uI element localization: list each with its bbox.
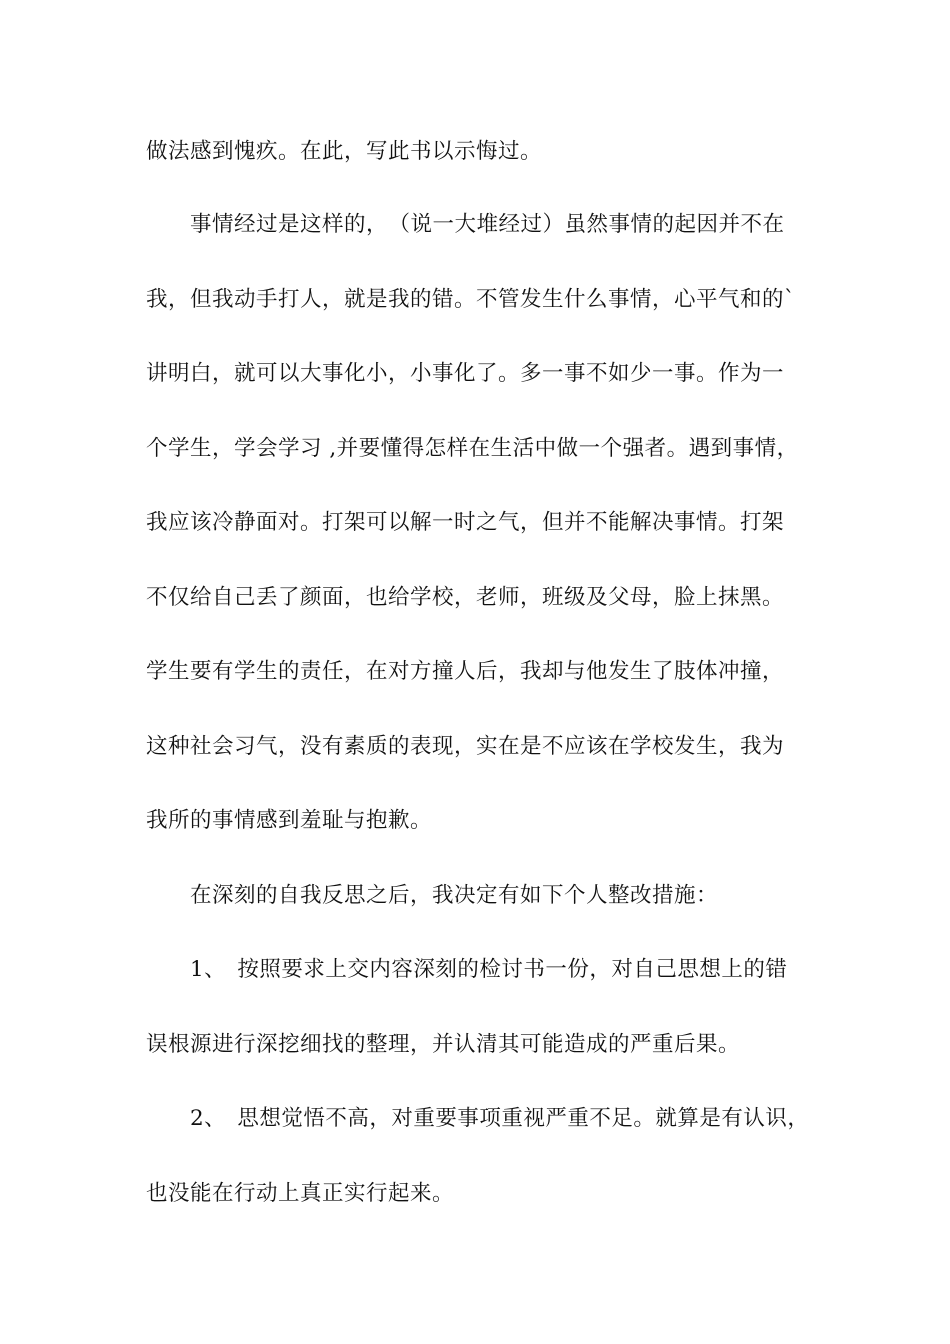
text-line: 学生要有学生的责任，在对方撞人后，我却与他发生了肢体冲撞， xyxy=(146,659,785,684)
text-line: 事情经过是这样的， （说一大堆经过）虽然事情的起因并不在 xyxy=(146,212,785,237)
text-line: 这种社会习气，没有素质的表现，实在是不应该在学校发生，我为 xyxy=(146,734,785,759)
text-line: 做法感到愧疚。在此，写此书以示悔过。 xyxy=(146,139,543,164)
text-line: 2、 思想觉悟不高，对重要事项重视严重不足。就算是有认识， xyxy=(146,1106,810,1131)
text-line: 我所的事情感到羞耻与抱歉。 xyxy=(146,808,433,833)
text-line: 在深刻的自我反思之后，我决定有如下个人整改措施： xyxy=(146,883,719,908)
text-line: 我应该冷静面对。打架可以解一时之气，但并不能解决事情。打架 xyxy=(146,510,785,535)
text-line: 也没能在行动上真正实行起来。 xyxy=(146,1181,455,1206)
text-line: 讲明白，就可以大事化小，小事化了。多一事不如少一事。作为一 xyxy=(146,361,785,386)
text-line: 不仅给自己丢了颜面，也给学校，老师，班级及父母，脸上抹黑。 xyxy=(146,585,785,610)
text-line: 误根源进行深挖细找的整理，并认清其可能造成的严重后果。 xyxy=(146,1032,741,1057)
text-line: 1、 按照要求上交内容深刻的检讨书一份，对自己思想上的错 xyxy=(146,957,788,982)
text-line: 个学生，学会学习 ,并要懂得怎样在生活中做一个强者。遇到事情， xyxy=(146,436,799,461)
text-line: 我，但我动手打人，就是我的错。不管发生什么事情，心平气和的` xyxy=(146,287,796,312)
